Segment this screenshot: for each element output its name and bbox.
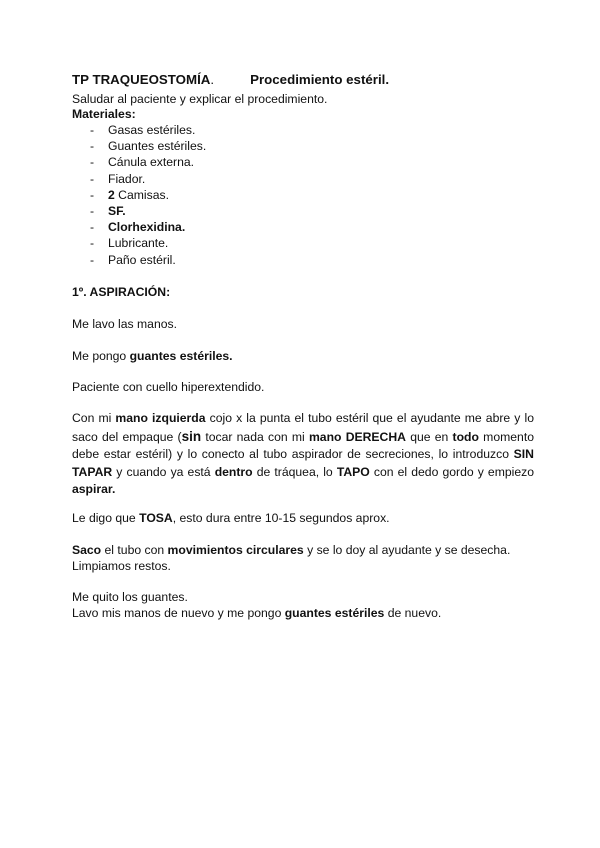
text-run: Con mi <box>72 411 116 425</box>
paragraph-neck: Paciente con cuello hiperextendido. <box>72 380 265 394</box>
intro-text: Saludar al paciente y explicar el procedimiento. <box>72 92 328 106</box>
text-run: que en <box>405 429 453 444</box>
list-dash: - <box>90 155 95 170</box>
text-run: cojo x la punta el tubo estéril que el ayudante me abre y lo saco del empaque ( <box>72 411 534 444</box>
text-run-bold: movimientos circulares <box>167 543 304 557</box>
text-run-bold: mano DERECHA <box>308 429 406 444</box>
material-item-text: Camisas. <box>114 187 169 202</box>
text-run: y cuando ya está <box>112 464 215 479</box>
paragraph-procedure <box>72 410 534 499</box>
material-item <box>90 235 206 251</box>
text-run: momento debe estar estéril) y lo conecto al tubo aspirador de secreciones, lo introduzco <box>72 429 534 461</box>
list-dash: - <box>90 171 95 186</box>
paragraph-gloves-text: Me pongo <box>72 349 130 363</box>
section-heading-aspiracion: 1º. ASPIRACIÓN: <box>72 285 171 299</box>
text-run-bold: Saco <box>72 543 102 557</box>
material-item <box>90 122 206 138</box>
paragraph-remove-gloves: Me quito los guantes. <box>72 590 188 604</box>
text-run: el tubo con <box>101 543 168 557</box>
material-item-text: Guantes estériles. <box>108 139 207 154</box>
materials-heading: Materiales: <box>72 107 136 121</box>
material-item-text: Lubricante. <box>108 236 169 251</box>
paragraph-cough-c: , esto dura entre 10-15 segundos aprox. <box>172 511 390 525</box>
material-item <box>90 154 206 170</box>
materials-list <box>90 122 206 268</box>
material-item <box>90 219 206 235</box>
material-item <box>90 171 206 187</box>
list-dash: - <box>90 203 95 218</box>
paragraph-cough-a: Le digo que <box>72 511 140 525</box>
text-run-bold: sin <box>181 428 202 444</box>
material-item-text: Paño estéril. <box>108 252 176 267</box>
text-run: de tráquea, lo <box>252 464 337 479</box>
material-item-bold: SF. <box>108 203 126 218</box>
text-run-bold: TAPO <box>336 464 370 479</box>
text-run-bold: SIN TAPAR <box>72 447 534 479</box>
title-main: TP TRAQUEOSTOMÍA <box>72 72 211 87</box>
paragraph-gloves <box>72 348 233 364</box>
material-item <box>90 138 206 154</box>
list-dash: - <box>90 187 95 202</box>
text-run-bold: dentro <box>214 464 253 479</box>
paragraph-wash-again-a: Lavo mis manos de nuevo y me pongo <box>72 606 285 620</box>
material-item <box>90 252 206 268</box>
material-item-text: Cánula externa. <box>108 155 195 170</box>
material-item <box>90 187 206 203</box>
paragraph-cough <box>72 510 390 526</box>
document-title <box>72 72 389 88</box>
paragraph-wash-again-bold: guantes estériles <box>284 606 385 620</box>
title-subtitle: Procedimiento estéril. <box>250 72 390 87</box>
paragraph-wash-again <box>72 605 441 621</box>
material-item-text: Gasas estériles. <box>108 123 196 137</box>
list-dash: - <box>90 139 95 154</box>
list-dash: - <box>90 236 95 251</box>
list-dash: - <box>90 252 95 267</box>
title-dot: . <box>210 72 215 87</box>
material-item-bold: Clorhexidina. <box>108 220 186 235</box>
paragraph-wash-hands: Me lavo las manos. <box>72 317 177 331</box>
paragraph-clean: Limpiamos restos. <box>72 559 171 573</box>
text-run: con el dedo gordo y empiezo <box>369 464 535 479</box>
list-dash: - <box>90 220 95 235</box>
text-run-bold: todo <box>452 429 479 444</box>
list-dash: - <box>90 123 95 137</box>
material-item-text: Fiador. <box>108 171 146 186</box>
material-item-bold: 2 <box>108 187 115 202</box>
text-run-bold: aspirar. <box>72 482 116 496</box>
text-run-bold: mano izquierda <box>115 411 206 425</box>
paragraph-cough-bold: TOSA <box>139 511 173 525</box>
paragraph-wash-again-c: de nuevo. <box>384 606 442 620</box>
paragraph-gloves-bold: guantes estériles. <box>129 349 233 363</box>
text-run: tocar nada con mi <box>201 429 309 444</box>
material-item <box>90 203 206 219</box>
text-run: y se lo doy al ayudante y se desecha. <box>303 543 511 557</box>
paragraph-remove-tube <box>72 542 510 558</box>
